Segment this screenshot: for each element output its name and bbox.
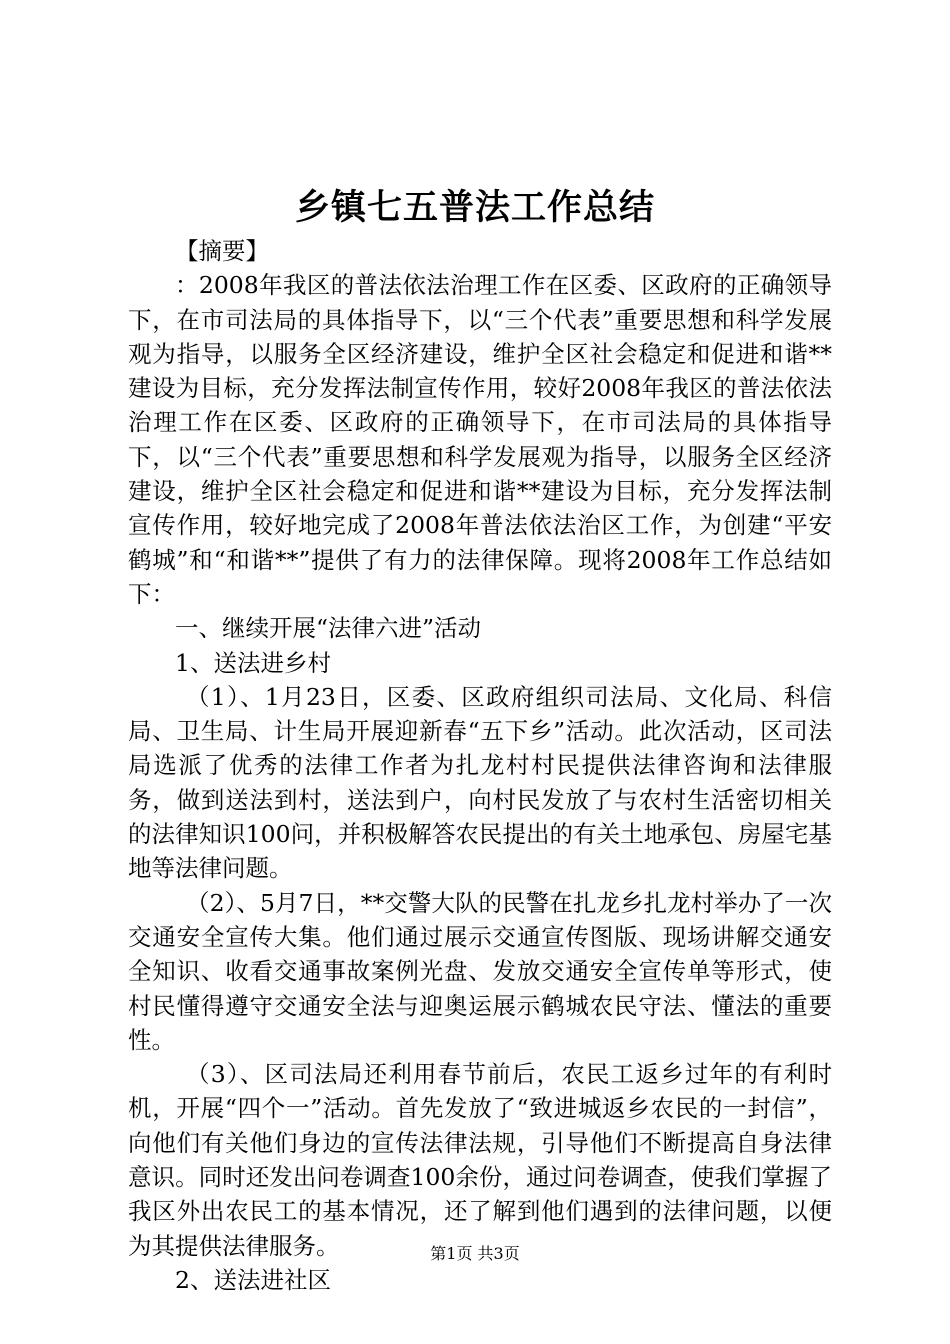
document-body	[128, 234, 832, 1297]
page-indicator: 第1页 共3页	[430, 1244, 520, 1263]
document-title: 乡镇七五普法工作总结	[294, 187, 655, 228]
section-heading: 一、继续开展“法律六进”活动	[175, 614, 482, 643]
body-paragraph: （2）、5月7日，**交警大队的民警在扎龙乡扎龙村举办了一次交通安全宣传大集。他们通过展示交通宣传图版、现场讲解交通安全知识、收看交通事故案例光盘、发放交通安全宣传单等形式，使村民懂得遵守交通安全法与迎奥运展示鹤城农民守法、懂法的重要性。	[128, 888, 832, 1054]
subsection-heading: 1、送法进乡村	[175, 648, 331, 677]
abstract-body: ：2008年我区的普法依法治理工作在区委、区政府的正确领导下，在市司法局的具体指导下，以“三个代表”重要思想和科学发展观为指导，以服务全区经济建设，维护全区社会稳定和促进和谐**建设为目标，充分发挥法制宣传作用，较好2008年我区的普法依法治理工作在区委、区政府的正确领导下，在市司法局的具体指导下，以“三个代表”重要思想和科学发展观为指导，以服务全区经济建设，维护全区社会稳定和促进和谐**建设为目标，充分发挥法制宣传作用，较好地完成了2008年普法依法治区工作，为创建“平安鹤城”和“和谐**”提供了有力的法律保障。现将2008年工作总结如下：	[128, 271, 832, 608]
body-paragraph: （3）、区司法局还利用春节前后，农民工返乡过年的有利时机，开展“四个一”活动。首先发放了“致进城返乡农民的一封信”，向他们有关他们身边的宣传法律法规，引导他们不断提高自身法律意识。同时还发出问卷调查100余份，通过问卷调查，使我们掌握了我区外出农民工的基本情况，还了解到他们遇到的法律问题，以便为其提供法律服务。	[128, 1060, 832, 1260]
body-paragraph: （1）、1月23日，区委、区政府组织司法局、文化局、科信局、卫生局、计生局开展迎新春“五下乡”活动。此次活动，区司法局选派了优秀的法律工作者为扎龙村村民提供法律咨询和法律服务，做到送法到村，送法到户，向村民发放了与农村生活密切相关的法律知识100问，并积极解答农民提出的有关土地承包、房屋宅基地等法律问题。	[128, 682, 832, 883]
abstract-heading: 【摘要】	[175, 237, 269, 265]
subsection-heading: 2、送法进社区	[175, 1265, 331, 1294]
